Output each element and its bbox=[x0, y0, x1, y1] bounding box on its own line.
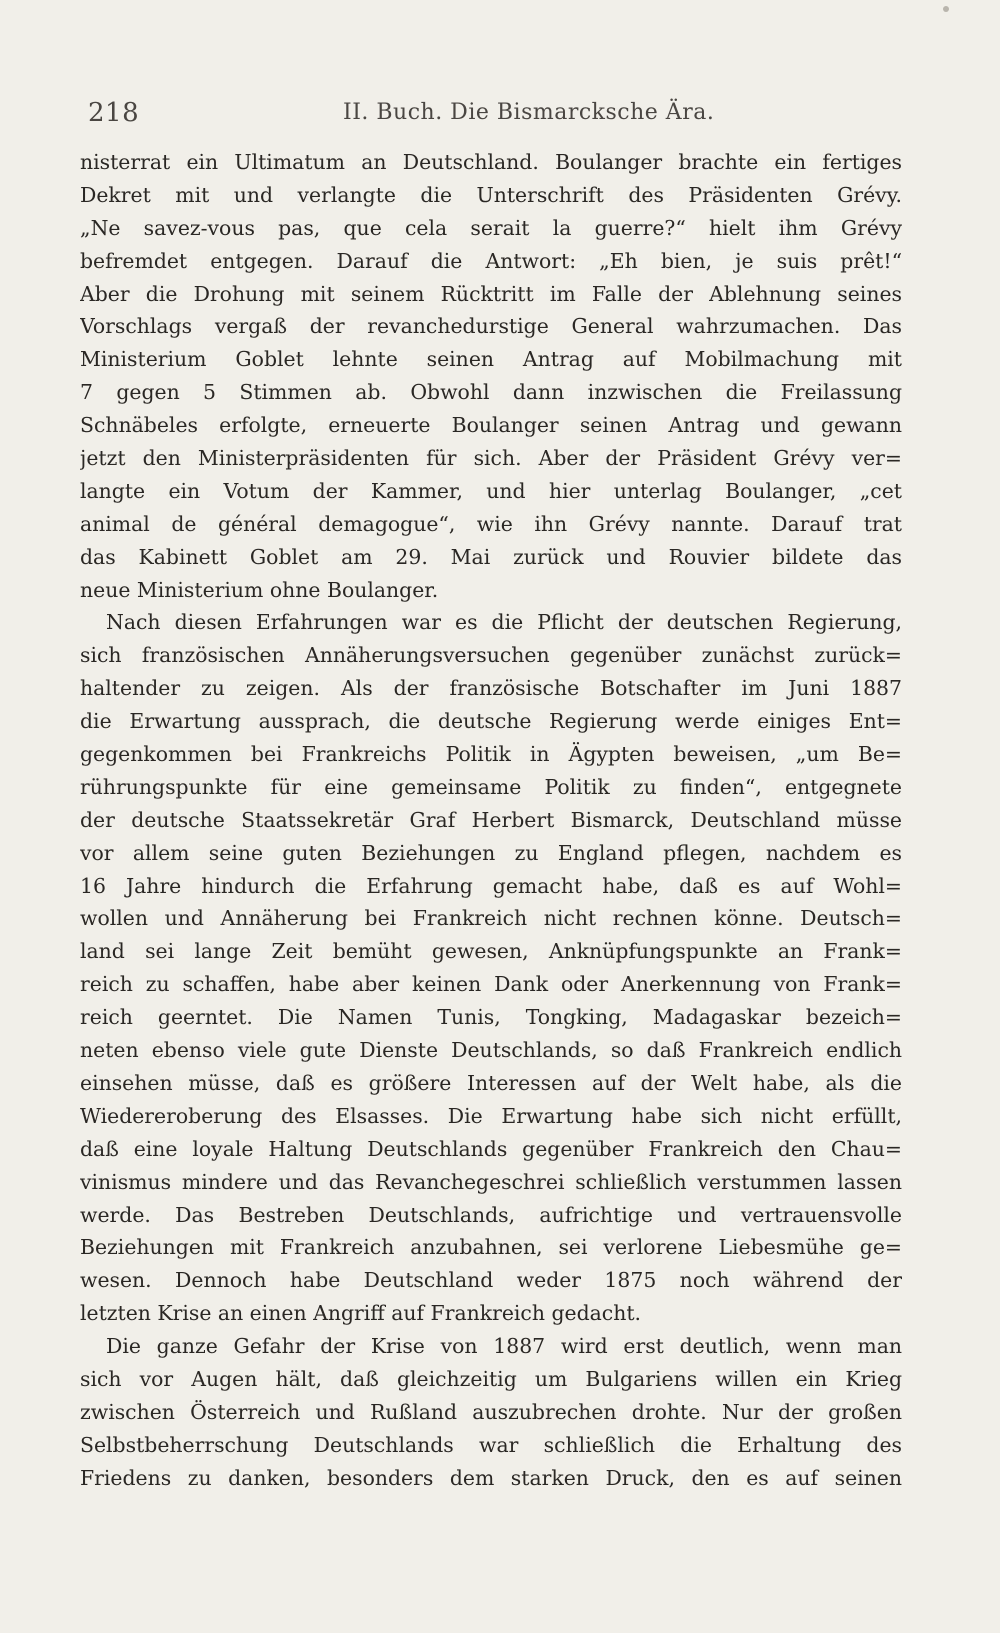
text-line: Selbstbeherrschung Deutschlands war schließlich die Erhaltung des bbox=[80, 1432, 902, 1457]
text-line: land sei lange Zeit bemüht gewesen, Anknüpfungspunkte an Frank= bbox=[80, 939, 902, 964]
paper-speck bbox=[943, 6, 949, 12]
paragraph-start-line: Nach diesen Erfahrungen war es die Pflicht der deutschen Regierung, bbox=[106, 610, 902, 635]
text-line: das Kabinett Goblet am 29. Mai zurück und Rouvier bildete das bbox=[80, 544, 902, 569]
text-line: Dekret mit und verlangte die Unterschrift des Präsidenten Grévy. bbox=[80, 182, 902, 207]
text-line: einsehen müsse, daß es größere Interessen auf der Welt habe, als die bbox=[80, 1070, 902, 1095]
text-line: nisterrat ein Ultimatum an Deutschland. Boulanger brachte ein fertiges bbox=[80, 150, 902, 174]
text-line: rührungspunkte für eine gemeinsame Politik zu finden“, entgegnete bbox=[80, 774, 902, 799]
paragraph-start-line: Die ganze Gefahr der Krise von 1887 wird erst deutlich, wenn man bbox=[106, 1334, 902, 1359]
text-line: befremdet entgegen. Darauf die Antwort: „Eh bien, je suis prêt!“ bbox=[80, 248, 902, 273]
text-line: animal de général demagogue“, wie ihn Grévy nannte. Darauf trat bbox=[80, 511, 902, 536]
running-head: II. Buch. Die Bismarcksche Ära. bbox=[343, 100, 715, 125]
text-line: reich geerntet. Die Namen Tunis, Tongking, Madagaskar bezeich= bbox=[80, 1005, 902, 1030]
text-line: zwischen Österreich und Rußland auszubrechen drohte. Nur der großen bbox=[80, 1399, 902, 1424]
text-line: „Ne savez-vous pas, que cela serait la guerre?“ hielt ihm Grévy bbox=[80, 215, 902, 240]
text-line: werde. Das Bestreben Deutschlands, aufrichtige und vertrauensvolle bbox=[80, 1202, 902, 1227]
text-line: 16 Jahre hindurch die Erfahrung gemacht habe, daß es auf Wohl= bbox=[80, 873, 902, 898]
text-line: neue Ministerium ohne Boulanger. bbox=[80, 577, 439, 602]
body-text bbox=[80, 146, 902, 1495]
text-line: haltender zu zeigen. Als der französische Botschafter im Juni 1887 bbox=[80, 676, 902, 701]
text-line: Ministerium Goblet lehnte seinen Antrag auf Mobilmachung mit bbox=[80, 347, 902, 372]
page-number: 218 bbox=[88, 98, 140, 128]
text-line: langte ein Votum der Kammer, und hier unterlag Boulanger, „cet bbox=[80, 478, 902, 503]
text-line: Wiedereroberung des Elsasses. Die Erwartung habe sich nicht erfüllt, bbox=[80, 1103, 902, 1128]
text-line: daß eine loyale Haltung Deutschlands gegenüber Frankreich den Chau= bbox=[80, 1136, 902, 1161]
text-line: letzten Krise an einen Angriff auf Frankreich gedacht. bbox=[80, 1301, 642, 1326]
text-line: reich zu schaffen, habe aber keinen Dank oder Anerkennung von Frank= bbox=[80, 972, 902, 997]
text-line: sich vor Augen hält, daß gleichzeitig um Bulgariens willen ein Krieg bbox=[80, 1366, 902, 1391]
text-line: vor allem seine guten Beziehungen zu England pflegen, nachdem es bbox=[80, 840, 902, 865]
text-line: Schnäbeles erfolgte, erneuerte Boulanger seinen Antrag und gewann bbox=[80, 413, 902, 438]
text-line: der deutsche Staatssekretär Graf Herbert Bismarck, Deutschland müsse bbox=[80, 807, 902, 832]
text-line: neten ebenso viele gute Dienste Deutschlands, so daß Frankreich endlich bbox=[80, 1038, 902, 1063]
text-line: wesen. Dennoch habe Deutschland weder 1875 noch während der bbox=[80, 1268, 902, 1293]
text-line: Beziehungen mit Frankreich anzubahnen, sei verlorene Liebesmühe ge= bbox=[80, 1235, 902, 1260]
text-line: Aber die Drohung mit seinem Rücktritt im Falle der Ablehnung seines bbox=[80, 281, 902, 306]
text-line: jetzt den Ministerpräsidenten für sich. Aber der Präsident Grévy ver= bbox=[80, 446, 902, 471]
text-line: 7 gegen 5 Stimmen ab. Obwohl dann inzwischen die Freilassung bbox=[80, 380, 902, 405]
text-line: die Erwartung aussprach, die deutsche Regierung werde einiges Ent= bbox=[80, 709, 902, 734]
text-line: wollen und Annäherung bei Frankreich nicht rechnen könne. Deutsch= bbox=[80, 906, 902, 931]
text-line: sich französischen Annäherungsversuchen gegenüber zunächst zurück= bbox=[80, 643, 902, 668]
text-line: Friedens zu danken, besonders dem starken Druck, den es auf seinen bbox=[80, 1465, 902, 1490]
text-line: Vorschlags vergaß der revanchedurstige General wahrzumachen. Das bbox=[80, 314, 902, 339]
text-line: vinismus mindere und das Revanchegeschrei schließlich verstummen lassen bbox=[80, 1169, 902, 1194]
text-line: gegenkommen bei Frankreichs Politik in Ägypten beweisen, „um Be= bbox=[80, 742, 902, 767]
page-header bbox=[88, 92, 908, 132]
